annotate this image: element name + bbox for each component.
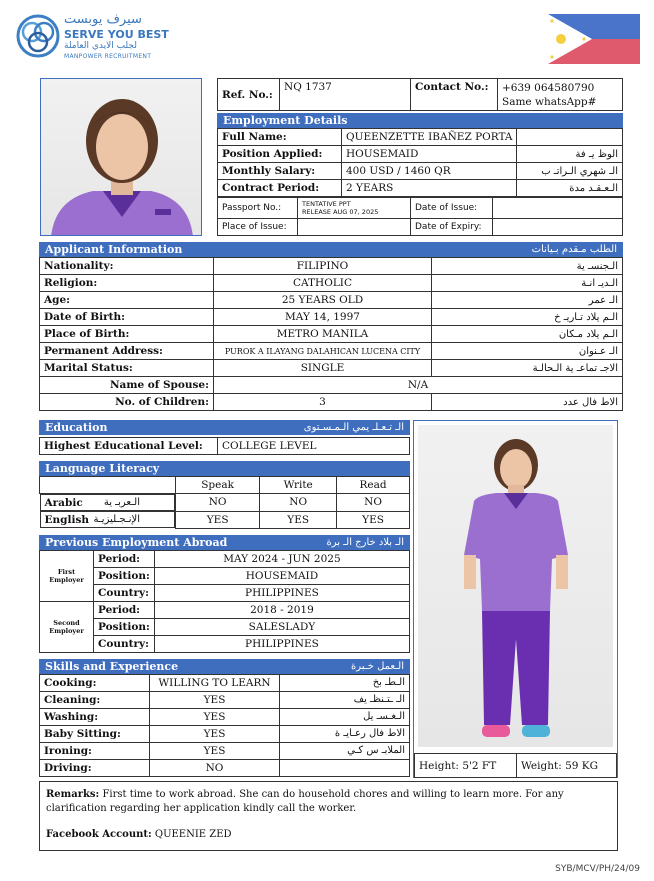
applicant-value: PUROK A ILAYANG DALAHICAN LUCENA CITY (214, 343, 432, 360)
logo-tagline: MANPOWER RECRUITMENT (64, 53, 152, 60)
employment-arabic: الوظ يـ فة (517, 146, 623, 163)
employer-period-label: Period: (94, 550, 155, 567)
children-ar: الاط فال عدد (432, 394, 623, 411)
employer-period-label: Period: (94, 601, 155, 618)
employment-details-table (217, 128, 623, 197)
employer-position: HOUSEMAID (154, 567, 409, 584)
previous-employment-row (40, 567, 410, 584)
skill-arabic (280, 759, 410, 776)
employer-tag: First Employer (40, 550, 94, 601)
passport-value-cell: TENTATIVE PPT RELEASE AUG 07, 2025 (298, 198, 411, 219)
previous-employment-row (40, 550, 410, 567)
passport-table (217, 197, 623, 236)
applicant-value: CATHOLIC (214, 275, 432, 292)
place-issue-label: Place of Issue: (218, 219, 298, 236)
applicant-information-table (39, 257, 623, 411)
language-name-cell (40, 511, 176, 528)
lang-header-write: Write (260, 477, 337, 494)
skill-value: NO (150, 759, 280, 776)
skill-row (40, 742, 410, 759)
education-label: Highest Educational Level: (40, 438, 218, 455)
language-name-cell (40, 494, 176, 511)
skill-label: Cooking: (40, 674, 150, 691)
applicant-arabic: الـديـ انـة (432, 275, 623, 292)
weight-cell (517, 754, 617, 778)
remarks-box (39, 781, 618, 851)
language-level: NO (260, 494, 337, 512)
previous-employment-table (39, 550, 410, 653)
language-level: YES (260, 511, 337, 528)
skill-arabic: الـ ـتـنظـ يف (280, 691, 410, 708)
company-logo (16, 12, 176, 64)
employment-details-header: Employment Details (217, 113, 623, 128)
spouse-label: Name of Spouse: (40, 377, 214, 394)
place-issue-value (298, 219, 411, 236)
skill-label: Baby Sitting: (40, 725, 150, 742)
logo-sub-arabic: لجلب الايدي العاملة (64, 41, 137, 51)
height-weight-table (414, 753, 617, 778)
employer-period: MAY 2024 - JUN 2025 (154, 550, 409, 567)
language-arabic: الـعربـ ية (103, 497, 140, 508)
children-label: No. of Children: (40, 394, 214, 411)
language-row (40, 511, 410, 528)
lang-header-speak: Speak (176, 477, 260, 494)
education-table (39, 437, 410, 455)
skill-row (40, 759, 410, 776)
previous-employment-row (40, 635, 410, 652)
skill-arabic: الـطـ بخ (280, 674, 410, 691)
skill-arabic: الـغـسـ يل (280, 708, 410, 725)
applicant-row (40, 343, 623, 360)
employer-position-label: Position: (94, 567, 155, 584)
language-name: Arabic (44, 496, 83, 509)
ref-value: NQ 1737 (280, 79, 411, 111)
employment-value: HOUSEMAID (342, 146, 517, 163)
language-level: NO (337, 494, 410, 512)
skill-value: WILLING TO LEARN (150, 674, 280, 691)
height-cell (415, 754, 517, 778)
applicant-row (40, 309, 623, 326)
employment-value: QUEENZETTE IBAÑEZ PORTA (342, 129, 517, 146)
education-value: COLLEGE LEVEL (218, 438, 410, 455)
applicant-row (40, 326, 623, 343)
facebook-line (46, 828, 611, 842)
language-arabic: الإنـجـليزيـة (93, 514, 140, 525)
applicant-label: Nationality: (40, 258, 214, 275)
language-level: YES (176, 511, 260, 528)
portrait-figure (41, 79, 202, 236)
expiry-value (493, 219, 623, 236)
employer-country: PHILIPPINES (154, 584, 409, 601)
employment-arabic: الـعـقـد مدة (517, 180, 623, 197)
applicant-arabic: الـ عـنوان (432, 343, 623, 360)
skills-table (39, 674, 410, 777)
facebook-label: Facebook Account: (46, 829, 152, 840)
applicant-arabic: الـجنسـ ية (432, 258, 623, 275)
employment-label: Full Name: (218, 129, 342, 146)
language-name: English (44, 513, 90, 526)
applicant-label: Date of Birth: (40, 309, 214, 326)
employment-value: 2 YEARS (342, 180, 517, 197)
applicant-value: SINGLE (214, 360, 432, 377)
ref-contact-table (217, 78, 623, 111)
employer-country-label: Country: (94, 584, 155, 601)
contact-value-cell (498, 79, 623, 111)
contact-label: Contact No.: (411, 79, 498, 111)
employer-country: PHILIPPINES (154, 635, 409, 652)
applicant-portrait-photo (40, 78, 202, 236)
philippines-flag-icon (548, 14, 640, 64)
applicant-full-body-photo (418, 425, 613, 747)
employer-period: 2018 - 2019 (154, 601, 409, 618)
employment-label: Contract Period: (218, 180, 342, 197)
employer-position-label: Position: (94, 618, 155, 635)
remarks-label: Remarks: (46, 789, 100, 800)
applicant-information-section (39, 242, 623, 411)
employment-value: 400 USD / 1460 QR (342, 163, 517, 180)
employment-row (218, 180, 623, 197)
reference-contact-block (217, 78, 623, 236)
children-value: 3 (214, 394, 432, 411)
applicant-label: Permanent Address: (40, 343, 214, 360)
issue-date-value (493, 198, 623, 219)
applicant-row (40, 258, 623, 275)
skills-header: Skills and Experience الـعمل خـبرة (39, 659, 410, 674)
applicant-row (40, 360, 623, 377)
previous-employment-row (40, 601, 410, 618)
applicant-value: METRO MANILA (214, 326, 432, 343)
employment-arabic: الـ شهري الـراتـ ب (517, 163, 623, 180)
skill-label: Washing: (40, 708, 150, 725)
lang-header-read: Read (337, 477, 410, 494)
ref-label: Ref. No.: (218, 79, 280, 111)
previous-employment-row (40, 584, 410, 601)
employment-arabic (517, 129, 623, 146)
logo-emblem-icon (16, 14, 60, 58)
employment-label: Position Applied: (218, 146, 342, 163)
applicant-label: Age: (40, 292, 214, 309)
skill-row (40, 708, 410, 725)
language-row (40, 494, 410, 512)
employer-position: SALESLADY (154, 618, 409, 635)
language-literacy-header: Language Literacy (39, 461, 410, 476)
previous-employment-header: Previous Employment Abroad الـ بلاد خارج الـ برة (39, 535, 410, 550)
full-body-figure (418, 425, 613, 747)
lower-left-column (39, 420, 410, 777)
applicant-label: Religion: (40, 275, 214, 292)
remarks-paragraph (46, 788, 611, 816)
footer-code: SYB/MCV/PH/24/09 (555, 864, 640, 874)
logo-name: SERVE YOU BEST (64, 28, 169, 41)
employment-row (218, 146, 623, 163)
skill-row (40, 691, 410, 708)
applicant-arabic: الـم يلاد تـاريـ خ (432, 309, 623, 326)
employment-row (218, 163, 623, 180)
issue-date-label: Date of Issue: (411, 198, 493, 219)
language-level: NO (176, 494, 260, 512)
applicant-value: FILIPINO (214, 258, 432, 275)
height-value: 5'2 FT (462, 759, 497, 772)
skill-row (40, 674, 410, 691)
employer-tag: Second Employer (40, 601, 94, 652)
applicant-value: 25 YEARS OLD (214, 292, 432, 309)
skill-label: Ironing: (40, 742, 150, 759)
skill-value: YES (150, 725, 280, 742)
skill-label: Driving: (40, 759, 150, 776)
applicant-arabic: الـم يلاد مـكان (432, 326, 623, 343)
employment-row (218, 129, 623, 146)
contact-note: Same whatsApp# (502, 95, 597, 108)
skill-value: YES (150, 708, 280, 725)
passport-label: Passport No.: (218, 198, 298, 219)
skill-arabic: الاط فال رعـايـ ة (280, 725, 410, 742)
height-label: Height: (419, 759, 459, 772)
facebook-value: QUEENIE ZED (154, 829, 232, 840)
weight-label: Weight: (521, 759, 562, 772)
language-level: YES (337, 511, 410, 528)
skill-label: Cleaning: (40, 691, 150, 708)
education-header: Education الـ تـعـلـ يمي الـمـسـتوى (39, 420, 410, 435)
applicant-label: Place of Birth: (40, 326, 214, 343)
employer-country-label: Country: (94, 635, 155, 652)
contact-value: +639 064580790 (502, 81, 595, 94)
applicant-arabic: الـ عمر (432, 292, 623, 309)
logo-arabic: سيرف يوبست (64, 12, 142, 27)
weight-value: 59 KG (565, 759, 599, 772)
remarks-text: First time to work abroad. She can do household chores and willing to learn more. For any clarification regarding her application kindly call the worker. (46, 789, 564, 814)
applicant-information-header: Applicant Information الطلب مـقدم بـيانات (39, 242, 623, 257)
previous-employment-row (40, 618, 410, 635)
skill-value: YES (150, 691, 280, 708)
expiry-label: Date of Expiry: (411, 219, 493, 236)
applicant-label: Marital Status: (40, 360, 214, 377)
applicant-row (40, 275, 623, 292)
spouse-value: N/A (214, 377, 623, 394)
full-body-photo-frame (413, 420, 618, 778)
language-table (39, 476, 410, 529)
applicant-row (40, 292, 623, 309)
skill-value: YES (150, 742, 280, 759)
applicant-arabic: الاجـ تماعـ ية الـحالـة (432, 360, 623, 377)
employment-label: Monthly Salary: (218, 163, 342, 180)
skill-row (40, 725, 410, 742)
applicant-value: MAY 14, 1997 (214, 309, 432, 326)
skill-arabic: الملابـ س كـي (280, 742, 410, 759)
